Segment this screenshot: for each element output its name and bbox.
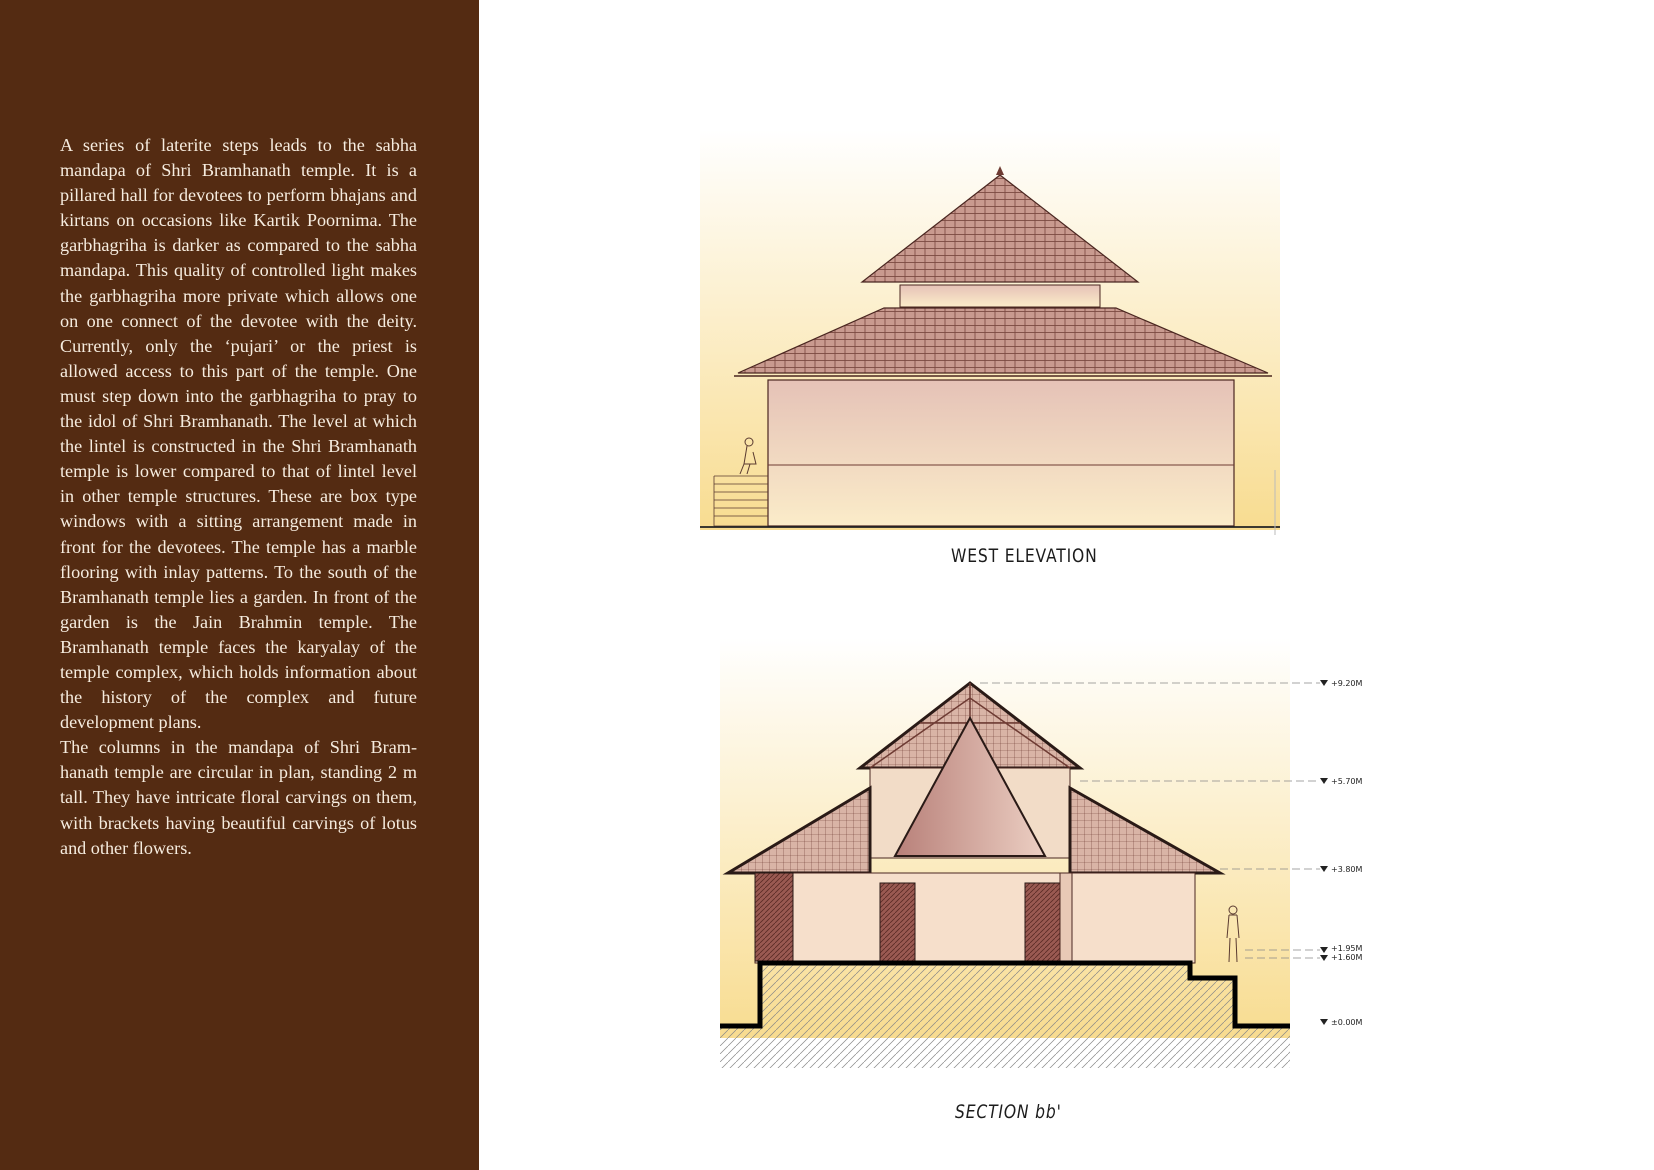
level-label-3-80: +3.80M — [1331, 865, 1363, 874]
level-label-0-00: ±0.00M — [1331, 1018, 1363, 1027]
west-elevation-drawing — [700, 130, 1300, 540]
paragraph-steps-and-mandapa: A series of laterite steps leads to the sabha mandapa of Shri Bramhanath temple. It is a pillared hall for devotees to perform bhajans and kirtans on occasions like Kartik Poornima. The garbhagriha is darker as compared to the sabha mandapa. This quality of controlled light makes the garbhagriha more private which allows one on one connect of the devotee with the deity. Currently, only the ‘pujari’ or the priest is allowed access to this part of the temple. One must step down into the garbhagriha to pray to the idol of Shri Bramhanath. The level at which the lintel is constructed in the Shri Bramhanath temple is lower compared to that of lintel level in other temple structures. These are box type windows with a sitting arrangement made in front for the devotees. The temple has a marble flooring with inlay patterns. To the south of the Bramhanath temple lies a garden. In front of the garden is the Jain Brahmin temple. The Bramhanath temple faces the karyalay of the temple complex, which holds information about the history of the complex and future development plans. — [60, 135, 417, 733]
garbhagriha-wall-left — [880, 883, 915, 961]
wall-section-left — [755, 873, 793, 961]
level-label-5-70: +5.70M — [1331, 777, 1363, 786]
body-text — [60, 133, 417, 861]
section-drawing — [720, 638, 1420, 1093]
level-label-1-60: +1.60M — [1331, 953, 1363, 962]
paragraph-columns: The columns in the mandapa of Shri Bramhanath temple are circular in plan, standing 2 m tall. They have intricate floral carvings on them, with brackets having beautiful carvings of lotus and other flowers. — [60, 737, 417, 858]
level-label-9-20: +9.20M — [1331, 679, 1363, 688]
roof-drum — [900, 285, 1100, 307]
level-label-1-95: +1.95M — [1331, 944, 1363, 953]
temple-wall — [768, 380, 1234, 526]
garbhagriha-wall-right — [1025, 883, 1060, 961]
west-elevation-caption: WEST ELEVATION — [951, 545, 1098, 567]
level-markers — [1320, 680, 1328, 1025]
section-caption: SECTION bb' — [955, 1101, 1062, 1123]
section-walls — [755, 873, 1195, 963]
text-panel — [0, 0, 479, 1170]
